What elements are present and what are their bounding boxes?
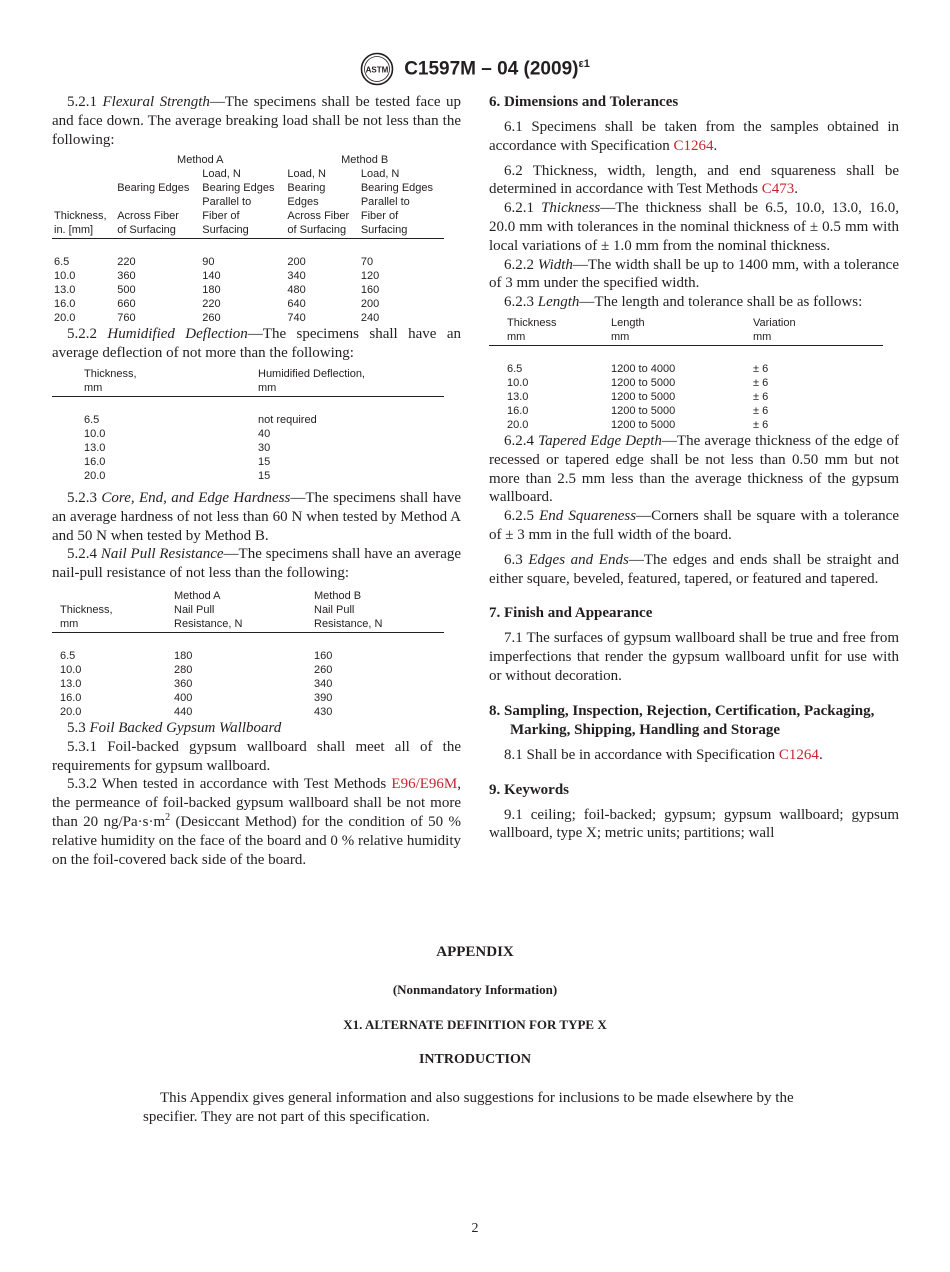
flexural-row (52, 269, 444, 283)
deflection-row (52, 455, 444, 469)
section-6-2: 6.2 Thickness, width, length, and end squareness shall be determined in accordance with Test Methods C473. (489, 162, 899, 198)
humidified-deflection-table: Thickness, Humidified Deflection, mm mm 6.5 not required 10.0 40 13.0 30 16.0 15 20.0 15 (52, 367, 444, 483)
length-row-cell: 20.0 (507, 418, 529, 431)
nail-pull-row-cell: 360 (174, 677, 193, 690)
nail-pull-row (52, 663, 444, 677)
section-6-2-5: 6.2.5 End Squareness—Corners shall be square with a tolerance of ± 3 mm in the full width of the board. (489, 508, 900, 543)
link-c473[interactable]: C473 (761, 181, 795, 198)
length-row-cell: ± 6 (753, 376, 769, 389)
section-5-3-1: 5.3.1 Foil-backed gypsum wallboard shall meet all of the requirements for gypsum wallboard. (52, 738, 461, 774)
length-row-cell: 1200 to 5000 (611, 390, 676, 403)
section-9-heading: 9. Keywords (489, 781, 569, 798)
flexural-row-cell: 660 (117, 298, 136, 311)
length-row-cell: ± 6 (753, 404, 769, 417)
section-5-3-2: 5.3.2 When tested in accordance with Test Methods E96/E96M, the permeance of foil-backed gypsum wallboard shall be not more than 20 $ng/Pa\cdot s\cdot m^2$ (Desiccant Method) for the condition of 50 % relative humidity on the face of the board and 0 % relative humidity on the foil-covered back side of the board. (52, 776, 461, 868)
length-row-cell: ± 6 (753, 390, 769, 403)
nail-pull-row-cell: 440 (174, 705, 193, 718)
nail-pull-row-cell: 260 (314, 663, 333, 676)
flexural-row-cell: 160 (360, 284, 380, 297)
flexural-row-cell: 140 (202, 270, 221, 283)
left-column (52, 93, 461, 869)
svg-text:ASTM: ASTM (365, 65, 389, 75)
length-row-cell: 1200 to 5000 (611, 418, 676, 431)
deflection-row-cell: not required (258, 413, 317, 426)
length-row-cell: 13.0 (507, 390, 529, 403)
flexural-row-cell: 220 (117, 256, 136, 269)
page-header (0, 52, 950, 86)
length-row (489, 376, 883, 390)
length-tolerance-table: Thickness Length Variation mm mm mm 6.5 1200 to 4000 ± 6 10.0 1200 to 5000 ± 6 13.0 1200 to 5000 ± 6 16.0 1200 to 5000 ± 6 20.0 1200 to 5000 ± 6 (489, 316, 883, 432)
flexural-strength-table: Method A Method B Load, N Load, N Load, N Bearing Edges Bearing Edges Bearing Bearing Edges Parallel to Edges Parallel to Thickness, Across Fiber Fiber of Across Fiber Fiber of in. [mm] of Surfacing Surfacing of Surfacing Surfacing 6.5 220 90 200 70 10.0 360 140 340 120 13.0 500 180 480 160 16.0 660 220 640 200 20.0 760 260 740 240 (52, 153, 444, 325)
deflection-row-cell: 6.5 (84, 413, 100, 426)
nail-pull-row-cell: 400 (174, 691, 193, 704)
flexural-row-cell: 20.0 (54, 312, 76, 325)
designation: C1597M – 04 $(2009)^{\varepsilon 1}$ (404, 57, 590, 80)
link-c1264-2[interactable]: C1264 (778, 746, 819, 763)
flexural-row-cell: 16.0 (54, 298, 76, 311)
flexural-row-cell: 200 (360, 298, 380, 311)
appendix-subtitle: (Nonmandatory Information) (392, 982, 558, 997)
appendix-intro-text: This Appendix gives general information and also suggestions for inclusions to be made elsewhere by the specifier. They are not part of this specification. (143, 1090, 794, 1125)
section-6-2-4: 6.2.4 Tapered Edge Depth—The average thickness of the edge of recessed or tapered edge shall be not less than 0.50 mm but not more than 2.5 mm less than the average thickness of the gypsum wallboard. (489, 432, 900, 506)
nail-pull-row-cell: 390 (314, 691, 333, 704)
length-row-cell: ± 6 (753, 362, 769, 375)
nail-pull-row-cell: 280 (174, 663, 193, 676)
link-c1264[interactable]: C1264 (673, 137, 714, 154)
section-6-2-3: 6.2.3 Length—The length and tolerance shall be as follows: (504, 294, 863, 311)
nail-pull-row (52, 632, 444, 663)
deflection-row-cell: 10.0 (84, 427, 106, 440)
flexural-row-cell: 240 (360, 312, 380, 325)
flexural-row-cell: 70 (360, 256, 374, 269)
flexural-row-cell: 260 (202, 312, 221, 325)
length-row (489, 390, 883, 404)
deflection-row-cell: 15 (258, 469, 271, 482)
flexural-row-cell: 6.5 (54, 256, 70, 269)
length-row-cell: 1200 to 5000 (611, 376, 676, 389)
flexural-row-cell: 220 (202, 298, 221, 311)
link-e96[interactable]: E96/E96M (391, 776, 458, 793)
deflection-row (52, 441, 444, 455)
flexural-row-cell: 640 (287, 298, 306, 311)
section-8-1: 8.1 Shall be in accordance with Specification C1264. (504, 746, 823, 763)
flexural-row (52, 239, 444, 270)
flexural-row-cell: 90 (202, 256, 215, 269)
right-column (489, 93, 899, 843)
length-row-cell: 6.5 (507, 362, 523, 375)
flexural-row-cell: 120 (360, 270, 380, 283)
nail-pull-row-cell: 20.0 (60, 705, 82, 718)
deflection-row-cell: 13.0 (84, 441, 106, 454)
deflection-row (52, 427, 444, 441)
flexural-row (52, 311, 444, 325)
flexural-row-cell: 10.0 (54, 270, 76, 283)
nail-pull-row-cell: 10.0 (60, 663, 82, 676)
section-6-2-2: 6.2.2 Width—The width shall be up to 1400 mm, with a tolerance of 3 mm under the specified width. (489, 256, 899, 292)
nail-pull-row-cell: 340 (314, 677, 333, 690)
flexural-row-cell: 340 (287, 270, 306, 283)
flexural-row-cell: 180 (202, 284, 221, 297)
section-6-3: 6.3 Edges and Ends—The edges and ends shall be straight and either square, beveled, featured, tapered, or featured and tapered. (489, 551, 899, 587)
section-5-2-3: 5.2.3 Core, End, and Edge Hardness—The specimens shall have an average hardness of not less than 60 N when tested by Method A and 50 N when tested by Method B. (52, 489, 462, 544)
section-5-3: 5.3 Foil Backed Gypsum Wallboard (67, 719, 282, 736)
section-5-2-1: 5.2.1 Flexural Strength—The specimens shall be tested face up and face down. The average breaking load shall be not less than the following: (52, 94, 461, 148)
section-5-2-2: 5.2.2 Humidified Deflection—The specimens shall have an average deflection of not more than the following: (52, 326, 462, 362)
deflection-row (52, 396, 444, 427)
section-7-1: 7.1 The surfaces of gypsum wallboard shall be true and free from imperfections that render the gypsum wallboard unfit for use with or without decoration. (489, 630, 899, 684)
nail-pull-table: Method A Method B Thickness, Nail Pull Nail Pull mm Resistance, N Resistance, N 6.5 180 160 10.0 280 260 13.0 360 340 16.0 400 390 20.0 440 430 (52, 589, 444, 719)
flexural-row-cell: 200 (287, 256, 306, 269)
section-7-heading: 7. Finish and Appearance (489, 605, 653, 622)
flexural-row (52, 297, 444, 311)
flexural-row-cell: 480 (287, 284, 306, 297)
appendix-intro-text-block (143, 1089, 808, 1127)
section-5-2-4: 5.2.4 Nail Pull Resistance—The specimens shall have an average nail-pull resistance of not less than the following: (52, 546, 462, 582)
deflection-row (52, 469, 444, 483)
page-number: 2 (471, 1221, 479, 1236)
flexural-row-cell: 500 (117, 284, 136, 297)
deflection-row-cell: 20.0 (84, 469, 106, 482)
nail-pull-row (52, 677, 444, 691)
flexural-row-cell: 760 (117, 312, 136, 325)
nail-pull-row-cell: 6.5 (60, 649, 76, 662)
flexural-row-cell: 13.0 (54, 284, 76, 297)
nail-pull-row-cell: 16.0 (60, 691, 82, 704)
nail-pull-row-cell: 13.0 (60, 677, 82, 690)
flexural-row-cell: 360 (117, 270, 136, 283)
length-row-cell: 10.0 (507, 376, 529, 389)
flexural-row-cell: 740 (287, 312, 306, 325)
section-6-2-1: 6.2.1 Thickness—The thickness shall be 6.5, 10.0, 13.0, 16.0, 20.0 mm with tolerances in the nominal thickness of ± 0.5 mm with local variations of ± 1.0 mm from the nominal thickness. (489, 200, 900, 254)
appendix-x1-heading: X1. ALTERNATE DEFINITION FOR TYPE X (343, 1017, 607, 1032)
section-8-heading: 8. Sampling, Inspection, Rejection, Certification, Packaging, Marking, Shipping, Handling and Storage (489, 702, 875, 738)
nail-pull-row-cell: 180 (174, 649, 193, 662)
nail-pull-row-cell: 160 (314, 649, 333, 662)
length-row-cell: 1200 to 5000 (611, 404, 676, 417)
deflection-row-cell: 15 (258, 455, 271, 468)
flexural-row (52, 283, 444, 297)
astm-logo (360, 52, 394, 86)
nail-pull-row (52, 705, 444, 719)
deflection-row-cell: 16.0 (84, 455, 106, 468)
section-6-heading: 6. Dimensions and Tolerances (489, 94, 679, 110)
length-row (489, 345, 883, 376)
deflection-row-cell: 40 (258, 427, 271, 440)
section-9-1: 9.1 ceiling; foil-backed; gypsum; gypsum wallboard; gypsum wallboard, type X; metric units; partitions; wall (489, 806, 899, 842)
appendix-intro-heading: INTRODUCTION (418, 1052, 531, 1067)
deflection-row-cell: 30 (258, 441, 271, 454)
appendix-title: APPENDIX (436, 944, 514, 960)
length-row-cell: 1200 to 4000 (611, 362, 676, 375)
length-row (489, 404, 883, 418)
length-row (489, 418, 883, 432)
section-6-1: 6.1 Specimens shall be taken from the samples obtained in accordance with Specification C1264. (489, 119, 899, 154)
length-row-cell: 16.0 (507, 404, 529, 417)
nail-pull-row-cell: 430 (314, 705, 333, 718)
length-row-cell: ± 6 (753, 418, 769, 431)
nail-pull-row (52, 691, 444, 705)
